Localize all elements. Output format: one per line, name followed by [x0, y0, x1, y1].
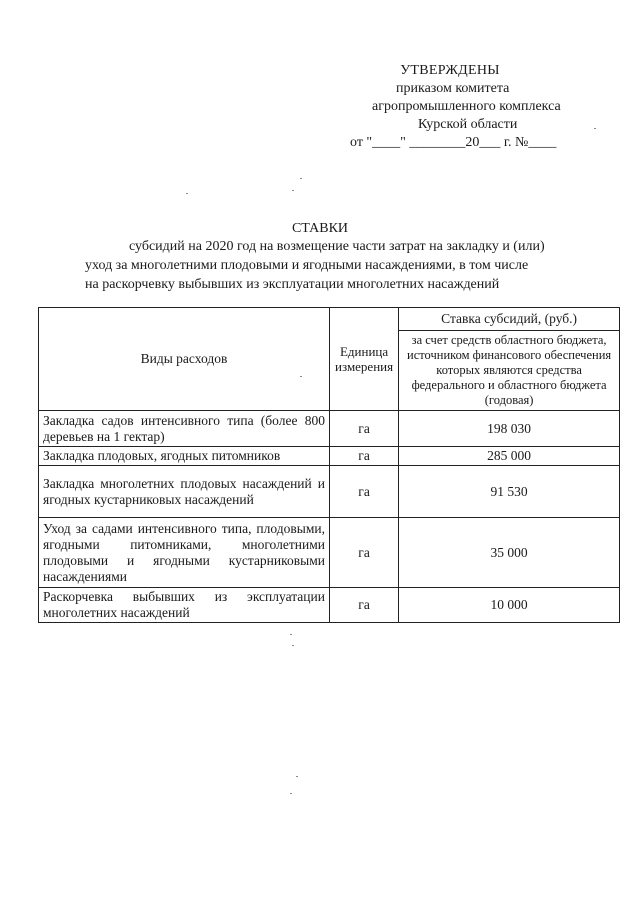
- table-row: [39, 466, 620, 518]
- header-kind: Виды расходов: [39, 308, 330, 411]
- row-unit: га: [329, 518, 398, 588]
- scan-speck: [186, 193, 188, 194]
- header-unit: Единица измерения: [329, 308, 398, 411]
- table-row: [39, 447, 620, 466]
- row-value: 10 000: [399, 588, 620, 623]
- row-value: 198 030: [399, 411, 620, 447]
- approval-line-1: приказом комитета: [396, 81, 510, 96]
- rates-table: [38, 307, 620, 623]
- approval-block: [330, 62, 590, 152]
- document-subtitle: [85, 237, 595, 294]
- row-unit: га: [329, 411, 398, 447]
- row-name: Закладка многолетних плодовых насаждений и ягодных кустарниковых насаждений: [39, 466, 330, 518]
- approval-line-4: от "____" ________20___ г. №____: [350, 135, 557, 150]
- table-row: [39, 518, 620, 588]
- row-value: 35 000: [399, 518, 620, 588]
- approval-line-3: Курской области: [418, 117, 518, 132]
- row-name: Раскорчевка выбывших из эксплуатации многолетних насаждений: [39, 588, 330, 623]
- row-name: Закладка плодовых, ягодных питомников: [39, 447, 330, 466]
- scan-speck: [300, 376, 302, 377]
- table-header-row: [39, 308, 620, 331]
- approval-line-2: агропромышленного комплекса: [372, 99, 561, 114]
- row-unit: га: [329, 588, 398, 623]
- scan-speck: [594, 128, 596, 129]
- subtitle-line-2: уход за многолетними плодовыми и ягодными насаждениями, в том числе: [85, 258, 529, 273]
- approval-title: УТВЕРЖДЕНЫ: [400, 63, 500, 78]
- scan-speck: [290, 634, 292, 635]
- table-row: [39, 588, 620, 623]
- scan-speck: [292, 190, 294, 191]
- row-unit: га: [329, 447, 398, 466]
- row-name: Закладка садов интенсивного типа (более 800 деревьев на 1 гектар): [39, 411, 330, 447]
- document-heading: СТАВКИ: [291, 221, 349, 236]
- scan-speck: [292, 645, 294, 646]
- header-rate: Ставка субсидий, (руб.): [399, 308, 620, 331]
- header-rate-sub: за счет средств областного бюджета, источником финансового обеспечения которых являются средства федерального и областного бюджета (годовая): [399, 331, 620, 411]
- table-row: [39, 411, 620, 447]
- row-unit: га: [329, 466, 398, 518]
- row-value: 285 000: [399, 447, 620, 466]
- row-name: Уход за садами интенсивного типа, плодовыми, ягодными питомниками, многолетними плодовыми и ягодными кустарниковыми насаждениями: [39, 518, 330, 588]
- row-value: 91 530: [399, 466, 620, 518]
- scan-speck: [300, 178, 302, 179]
- scan-speck: [290, 793, 292, 794]
- subtitle-line-3: на раскорчевку выбывших из эксплуатации многолетних насаждений: [85, 277, 500, 292]
- subtitle-line-1: субсидий на 2020 год на возмещение части затрат на закладку и (или): [129, 239, 545, 254]
- scan-speck: [296, 776, 298, 777]
